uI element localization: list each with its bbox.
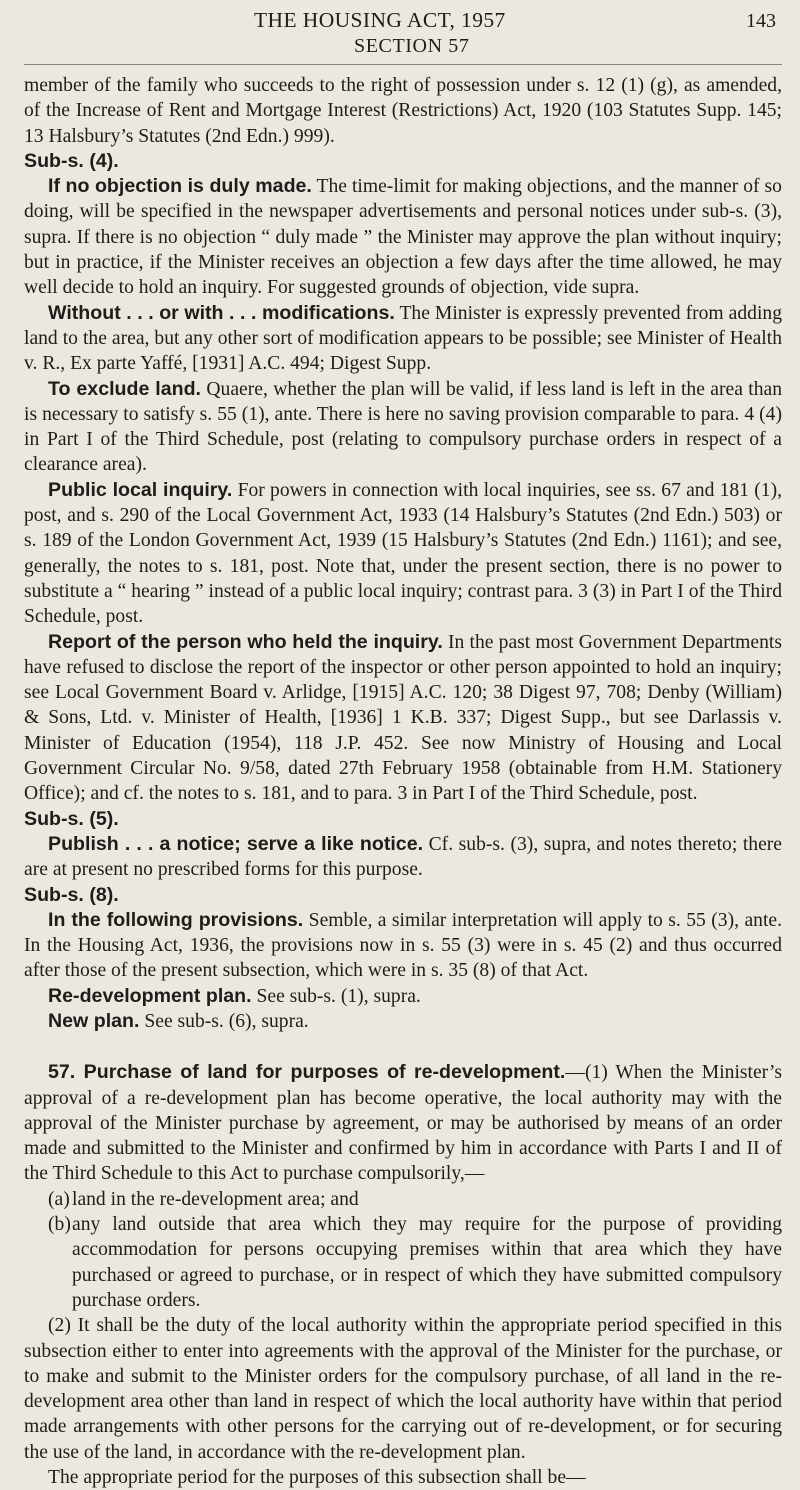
section-intro-text: —(1) When the Minister’s approval of a re-development plan has become operative, the local authority may with the approval of the Minister purchase by agreement, or may be authorised by means of an order made and submitted to the Minister and confirmed by him in accordance with Parts I and II of the Third Schedule to this Act to purchase compulsorily,— — [24, 1062, 782, 1185]
note-body: Cf. sub-s. (3), supra, and notes thereto; there are at present no prescribed forms for this purpose. — [24, 833, 782, 881]
note-body: The time-limit for making objections, and the manner of so doing, will be specified in the newspaper advertisements and personal notices under sub-s. (3), supra. If there is no objection “ duly made ” the Minister may approve the plan without inquiry; but in practice, if the Minister receives an objection a few days after the time allowed, he may well decide to hold an inquiry. For suggested grounds of objection, vide supra. — [24, 176, 782, 299]
item-label: (b) — [48, 1214, 71, 1236]
note-heading: Without . . . or with . . . modifications. — [48, 301, 395, 324]
note-paragraph — [24, 301, 782, 377]
running-title: THE HOUSING ACT, 1957 — [254, 8, 506, 32]
note-paragraph — [24, 1009, 782, 1034]
note-paragraph — [24, 984, 782, 1009]
note-body: See sub-s. (6), supra. — [139, 1010, 309, 1032]
running-head — [24, 4, 782, 64]
list-item — [24, 1212, 782, 1313]
paragraph: member of the family who succeeds to the right of possession under s. 12 (1) (g), as amended, of the Increase of Rent and Mortgage Interest (Restrictions) Act, 1920 (103 Statutes Supp. 145; 13 Halsbury’s Statutes (2nd Edn.) 999). — [24, 75, 782, 147]
page-number: 143 — [746, 10, 776, 32]
note-heading: Re-development plan. — [48, 984, 252, 1007]
item-label: (a) — [48, 1188, 70, 1210]
subsection-heading: Sub-s. (8). — [24, 883, 119, 906]
note-paragraph — [24, 478, 782, 630]
note-body: Quaere, whether the plan will be valid, if less land is left in the area than is necessary to satisfy s. 55 (1), ante. There is here no saving provision comparable to para. 4 (4) in Part I of the Third Schedule, post (relating to compulsory purchase orders in respect of a clearance area). — [24, 378, 783, 476]
note-heading: Report of the person who held the inquiry. — [48, 630, 443, 653]
note-paragraph — [24, 377, 782, 478]
note-body: For powers in connection with local inquiries, see ss. 67 and 181 (1), post, and s. 290 of the Local Government Act, 1933 (14 Halsbury’s Statutes (2nd Edn.) 503) or s. 189 of the London Government Act, 1939 (15 Halsbury’s Statutes (2nd Edn.) 1161); and see, generally, the notes to s. 181, post. Note that, under the present section, there is no power to substitute a “ hearing ” instead of a public local inquiry; contrast para. 3 (3) in Part I of the Third Schedule, post. — [24, 479, 783, 628]
closing-line: The appropriate period for the purposes of this subsection shall be— — [48, 1467, 586, 1489]
item-text: any land outside that area which they may require for the purpose of providing accommodation for persons occupying premises within that area which they have purchased or agreed to purchase, or in respect of which they have submitted compulsory purchase orders. — [72, 1214, 782, 1311]
note-heading: Publish . . . a notice; serve a like notice. — [48, 832, 424, 855]
note-paragraph — [24, 630, 782, 807]
note-body: In the past most Government Departments have refused to disclose the report of the inspector or other person appointed to hold an inquiry; see Local Government Board v. Arlidge, [1915] A.C. 120; 38 Digest 97, 708; Denby (William) & Sons, Ltd. v. Minister of Health, [1936] 1 K.B. 337; Digest Supp., but see Darlassis v. Minister of Education (1954), 118 J.P. 452. See now Ministry of Housing and Local Government Circular No. 9/58, dated 27th February 1958 (obtainable from H.M. Stationery Office); and cf. the notes to s. 181, and to para. 3 in Part I of the Third Schedule, post. — [24, 631, 782, 805]
item-text: land in the re-development area; and — [72, 1188, 359, 1210]
note-heading: In the following provisions. — [48, 908, 304, 931]
note-body: See sub-s. (1), supra. — [251, 985, 421, 1007]
note-heading: To exclude land. — [48, 377, 202, 400]
list-item — [24, 1187, 782, 1212]
note-paragraph — [24, 908, 782, 984]
section-57-intro — [24, 1060, 782, 1186]
subsection-2: (2) It shall be the duty of the local authority within the appropriate period specified in this subsection either to enter into agreements with the approval of the Minister for the purchase, or to make and submit to the Minister orders for the compulsory purchase, of all land in the re-development area other than land in respect of which the local authority have within that period made arrangements with other persons for the carrying out of re-development, or for securing the use of the land, in accordance with the re-development plan. — [24, 1315, 782, 1463]
header-rule — [24, 64, 782, 65]
section-label: SECTION 57 — [354, 35, 470, 57]
note-body: Semble, a similar interpretation will apply to s. 55 (3), ante. In the Housing Act, 1936, the provisions now in s. 55 (3) were in s. 45 (2) and thus occurred after those of the present subsection, which were in s. 35 (8) of that Act. — [24, 909, 782, 982]
subsection-heading: Sub-s. (5). — [24, 807, 119, 830]
note-body: The Minister is expressly prevented from adding land to the area, but any other sort of modification appears to be possible; see Minister of Health v. R., Ex parte Yaffé, [1931] A.C. 494; Digest Supp. — [24, 302, 782, 375]
note-paragraph — [24, 832, 782, 883]
note-heading: New plan. — [48, 1009, 140, 1032]
note-heading: Public local inquiry. — [48, 478, 233, 501]
note-paragraph — [24, 174, 782, 300]
subsection-heading: Sub-s. (4). — [24, 149, 119, 172]
note-heading: If no objection is duly made. — [48, 175, 312, 198]
section-heading: 57. Purchase of land for purposes of re-development. — [48, 1061, 566, 1084]
